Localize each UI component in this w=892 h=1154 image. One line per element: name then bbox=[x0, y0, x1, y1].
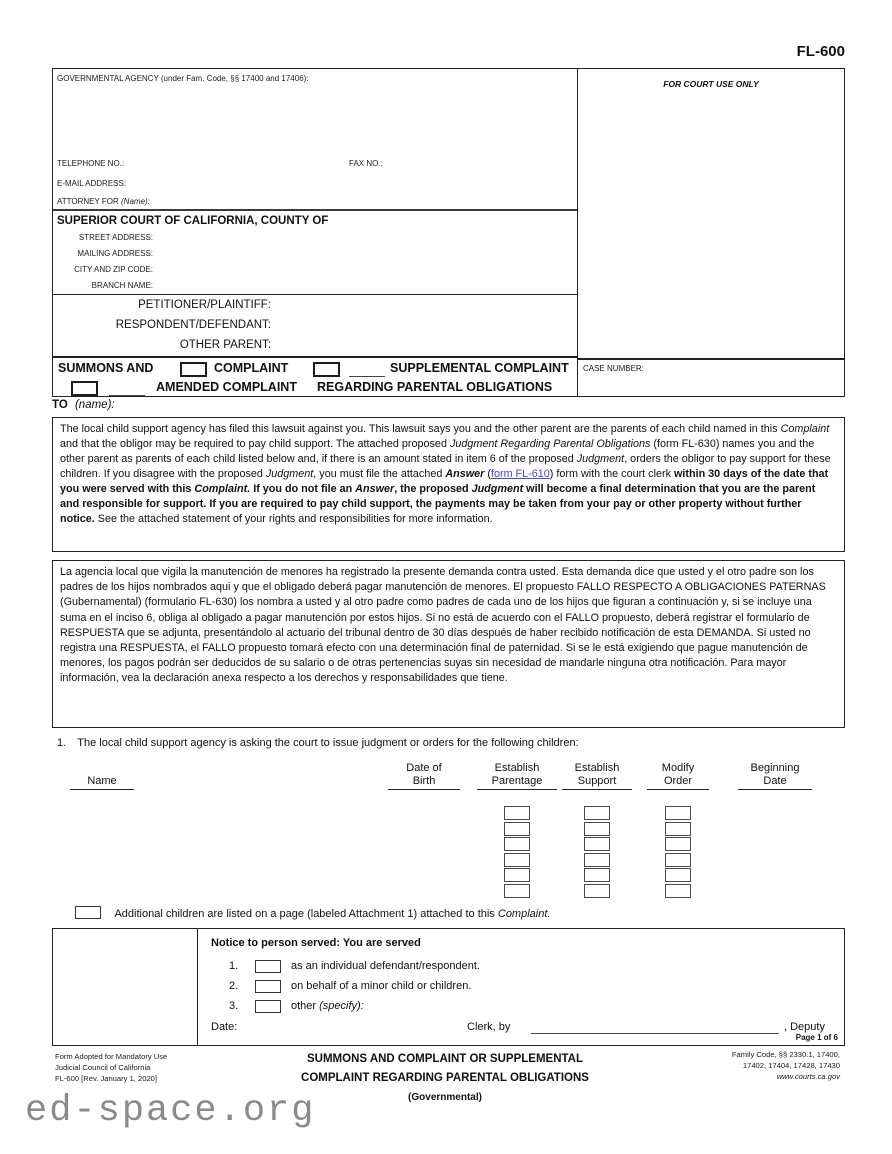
additional-children-line bbox=[75, 904, 550, 922]
form-title-section bbox=[53, 356, 577, 398]
amended-complaint-label: AMENDED COMPLAINT bbox=[156, 380, 297, 394]
court-section bbox=[53, 209, 577, 294]
establish-support-checkbox[interactable] bbox=[584, 806, 610, 820]
to-name-hint: (name): bbox=[74, 399, 115, 411]
item-1-text: The local child support agency is asking the court to issue judgment or orders for the following children: bbox=[77, 737, 579, 749]
served-individual-checkbox[interactable] bbox=[255, 960, 281, 973]
page-number-label: Page 1 of 6 bbox=[795, 1033, 838, 1042]
petitioner-label: PETITIONER/PLAINTIFF: bbox=[138, 299, 271, 311]
form-fl610-link[interactable]: form FL-610 bbox=[490, 468, 550, 480]
to-line bbox=[52, 399, 718, 411]
footer-left-line3: FL-600 [Rev. January 1, 2020] bbox=[55, 1074, 158, 1083]
establish-parentage-checkbox[interactable] bbox=[504, 853, 530, 867]
clerk-signature-blank[interactable] bbox=[531, 1021, 779, 1034]
modify-order-checkbox[interactable] bbox=[665, 884, 691, 898]
form-number: FL-600 bbox=[796, 43, 845, 60]
item-1-number: 1. bbox=[57, 737, 67, 749]
spanish-notice-box bbox=[52, 560, 845, 728]
establish-support-checkbox-column bbox=[584, 806, 610, 899]
parties-section bbox=[53, 294, 577, 356]
additional-children-checkbox[interactable] bbox=[75, 906, 101, 919]
establish-parentage-checkbox[interactable] bbox=[504, 868, 530, 882]
served-item-2-number: 2. bbox=[229, 980, 239, 992]
establish-support-checkbox[interactable] bbox=[584, 822, 610, 836]
establish-parentage-checkbox[interactable] bbox=[504, 837, 530, 851]
agency-label: GOVERNMENTAL AGENCY (under Fam. Code, §§ 17400 and 17406): bbox=[57, 74, 309, 83]
supplemental-complaint-label: SUPPLEMENTAL COMPLAINT bbox=[390, 361, 569, 375]
modify-order-checkbox[interactable] bbox=[665, 837, 691, 851]
complaint-label: COMPLAINT bbox=[214, 361, 289, 375]
street-address-label: STREET ADDRESS: bbox=[78, 233, 153, 242]
served-item-3-number: 3. bbox=[229, 1000, 239, 1012]
footer-left-block bbox=[55, 1051, 167, 1084]
column-header-establish-support: Establish Support bbox=[562, 756, 632, 790]
served-item-1-number: 1. bbox=[229, 960, 239, 972]
form-header-box bbox=[52, 68, 845, 397]
supplemental-number-blank[interactable] bbox=[349, 364, 385, 377]
date-value-area[interactable] bbox=[245, 1021, 445, 1035]
regarding-parental-obligations-label: REGARDING PARENTAL OBLIGATIONS bbox=[317, 380, 553, 394]
case-number-label: CASE NUMBER: bbox=[583, 364, 644, 373]
notice-served-title: Notice to person served: You are served bbox=[211, 937, 421, 949]
header-right-column bbox=[578, 69, 844, 396]
modify-order-checkbox[interactable] bbox=[665, 822, 691, 836]
modify-order-checkbox-column bbox=[665, 806, 691, 899]
column-header-name: Name bbox=[70, 756, 134, 790]
spanish-notice-text: La agencia local que vigila la manutención de menores ha registrado la presente demanda contra usted. Esta demanda dice que usted y el otro padre son los padres de los hijos nombrados aqui y que el obligado deberá pagar manutención de menores. El propuesto FALLO RESPECTO A OBLIGACIONES PATERNAS (Gubernamental) (formulario FL-630) los nombra a usted y al otro padre como padres de cada uno de los hijos que figuran a continuación y, si se incluye una suma en el inciso 6, obliga al obligado a pagar manutención por estos hijos. Si no está de acuerdo con el FALLO propuesto, deberá registrar el formulario de RESPUESTA que se adjunta, presentándolo al actuario del tribunal dentro de 30 días después de haber recibido notificación de esta DEMANDA. Si usted no registra una RESPUESTA, el FALLO propuesto tomará efecto con una determinación final de paternidad. Si se le está exigiendo que pague manutención de menores, los pagos podrán ser deducidos de su salario o de otras pertenencias suyas sin necesidad de mandarle ninguna otra notificación. Para mayor información, vea la declaración anexa respecto a los derechos y responsabilidades que tiene. bbox=[60, 566, 826, 685]
summons-and-label: SUMMONS AND bbox=[58, 361, 154, 375]
column-header-establish-parentage: Establish Parentage bbox=[477, 756, 557, 790]
amended-complaint-checkbox[interactable] bbox=[71, 381, 98, 396]
footer-title-line3: (Governmental) bbox=[408, 1092, 482, 1103]
item-1-line bbox=[57, 737, 579, 749]
for-court-use-only-label: FOR COURT USE ONLY bbox=[663, 79, 759, 89]
attorney-for-label: ATTORNEY FOR (Name): bbox=[57, 197, 150, 206]
footer-left-line2: Judicial Council of California bbox=[55, 1063, 151, 1072]
column-header-date-of-birth: Date of Birth bbox=[388, 756, 460, 790]
court-seal-area bbox=[53, 929, 198, 1045]
column-header-modify-order: Modify Order bbox=[647, 756, 709, 790]
footer-courts-url[interactable]: www.courts.ca.gov bbox=[776, 1072, 840, 1081]
served-item-1-label: as an individual defendant/respondent. bbox=[291, 960, 480, 972]
amended-number-blank[interactable] bbox=[109, 383, 145, 396]
footer-title-line2: COMPLAINT REGARDING PARENTAL OBLIGATIONS bbox=[301, 1072, 589, 1084]
agency-info-area[interactable] bbox=[57, 89, 573, 154]
supplemental-complaint-checkbox[interactable] bbox=[313, 362, 340, 377]
telephone-label: TELEPHONE NO.: bbox=[57, 159, 125, 168]
served-other-checkbox[interactable] bbox=[255, 1000, 281, 1013]
footer-right-block bbox=[732, 1049, 840, 1082]
modify-order-checkbox[interactable] bbox=[665, 868, 691, 882]
establish-support-checkbox[interactable] bbox=[584, 853, 610, 867]
additional-children-text: Additional children are listed on a page (labeled Attachment 1) attached to this Complaint. bbox=[114, 908, 551, 920]
case-number-box[interactable] bbox=[578, 358, 844, 398]
complaint-checkbox[interactable] bbox=[180, 362, 207, 377]
clerk-by-label: Clerk, by bbox=[467, 1021, 511, 1033]
header-left-column bbox=[53, 69, 578, 396]
english-notice-box bbox=[52, 417, 845, 552]
served-minor-child-checkbox[interactable] bbox=[255, 980, 281, 993]
email-label: E-MAIL ADDRESS: bbox=[57, 179, 127, 188]
fax-label: FAX NO.: bbox=[349, 159, 383, 168]
served-item-3-label: other (specify): bbox=[291, 1000, 364, 1012]
footer-code-line1: Family Code, §§ 2330.1, 17400, bbox=[731, 1050, 840, 1059]
establish-support-checkbox[interactable] bbox=[584, 868, 610, 882]
establish-parentage-checkbox[interactable] bbox=[504, 806, 530, 820]
branch-name-label: BRANCH NAME: bbox=[91, 281, 153, 290]
establish-parentage-checkbox-column bbox=[504, 806, 530, 899]
watermark-text: ed-space.org bbox=[25, 1090, 316, 1132]
deputy-label: , Deputy bbox=[784, 1021, 825, 1033]
date-label: Date: bbox=[211, 1021, 238, 1033]
other-parent-label: OTHER PARENT: bbox=[179, 339, 271, 351]
modify-order-checkbox[interactable] bbox=[665, 853, 691, 867]
footer-left-line1: Form Adopted for Mandatory Use bbox=[55, 1052, 168, 1061]
notice-to-person-served-box bbox=[52, 928, 845, 1046]
column-header-beginning-date: Beginning Date bbox=[738, 756, 812, 790]
court-use-area bbox=[578, 99, 844, 354]
served-item-2-label: on behalf of a minor child or children. bbox=[291, 980, 472, 992]
english-notice-text: The local child support agency has filed this lawsuit against you. This lawsuit says you and the other parent are the parents of each child named in this Complaint and that the obligor may be required to pay child support. The attached proposed Judgment Regarding Parental Obligations (form FL-630) names you and the other parent as parents of each child listed below and, if there is an amount stated in item 6 of the proposed Judgment, orders the obligor to pay support for these children. If you disagree with the proposed Judgment, you must file the attached Answer (form FL-610) form with the court clerk within 30 days of the date that you were served with this Complaint. If you do not file an Answer, the proposed Judgment will become a final determination that you are the parent and responsible for support. If you are required to pay child support, the payments may be taken from your pay or other property without further notice. See the attached statement of your rights and responsibilities for more information. bbox=[60, 423, 831, 525]
footer-title-line1: SUMMONS AND COMPLAINT OR SUPPLEMENTAL bbox=[307, 1053, 583, 1065]
children-name-area[interactable] bbox=[70, 800, 370, 898]
respondent-label: RESPONDENT/DEFENDANT: bbox=[115, 319, 271, 331]
court-title: SUPERIOR COURT OF CALIFORNIA, COUNTY OF bbox=[57, 215, 329, 227]
agency-section bbox=[53, 69, 577, 209]
establish-parentage-checkbox[interactable] bbox=[504, 884, 530, 898]
establish-parentage-checkbox[interactable] bbox=[504, 822, 530, 836]
city-zip-label: CITY AND ZIP CODE: bbox=[74, 265, 153, 274]
modify-order-checkbox[interactable] bbox=[665, 806, 691, 820]
mailing-address-label: MAILING ADDRESS: bbox=[77, 249, 153, 258]
establish-support-checkbox[interactable] bbox=[584, 837, 610, 851]
establish-support-checkbox[interactable] bbox=[584, 884, 610, 898]
footer-code-line2: 17402, 17404, 17428, 17430 bbox=[742, 1061, 840, 1070]
to-label: TO bbox=[52, 399, 68, 411]
